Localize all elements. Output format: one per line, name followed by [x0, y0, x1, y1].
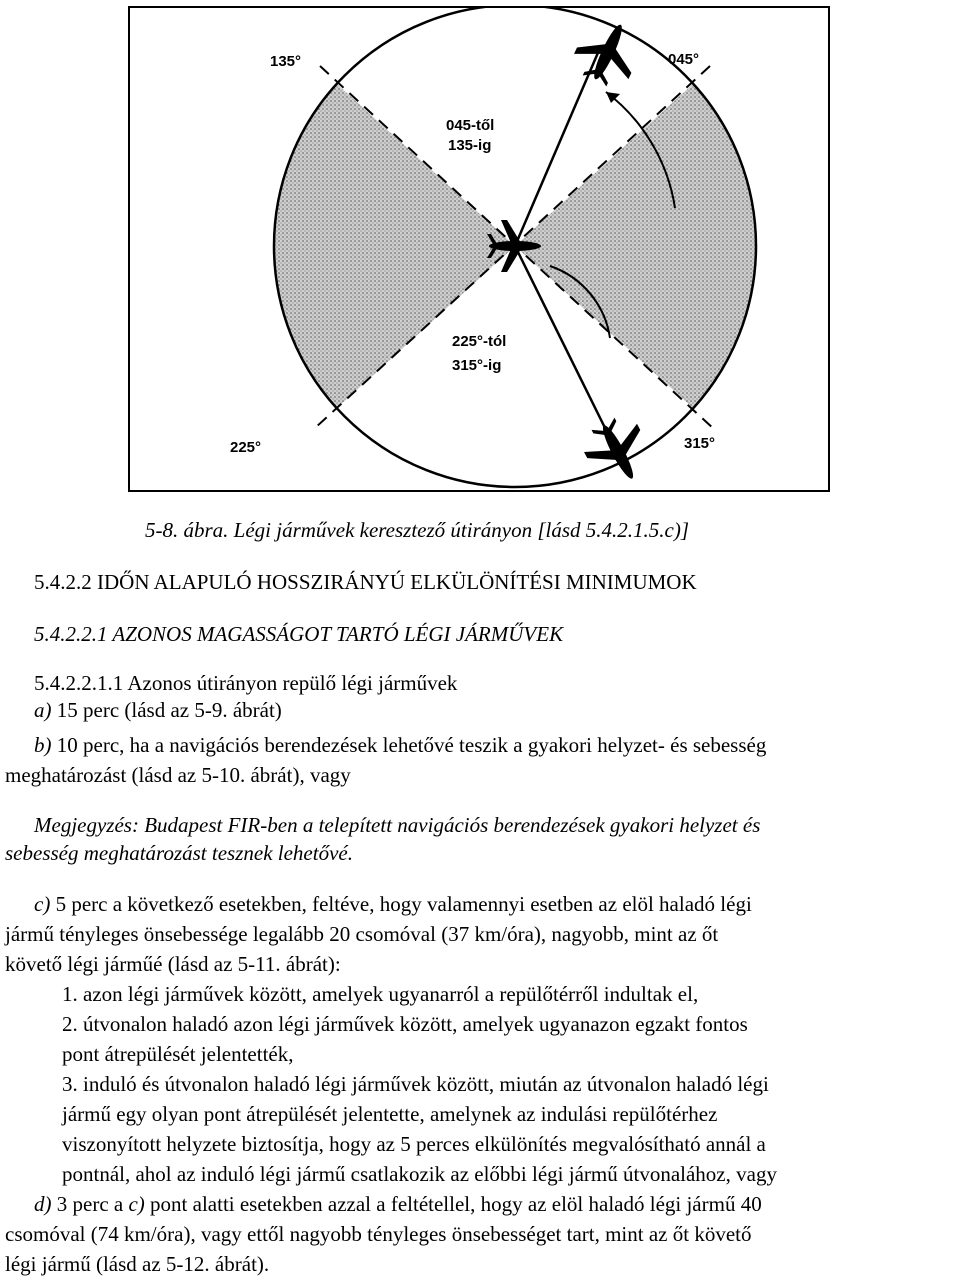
item-c-marker: c) [34, 892, 51, 916]
diagram-drawing [130, 8, 832, 494]
shaded-sector-right [515, 84, 756, 408]
item-a-text: 15 perc (lásd az 5-9. ábrát) [51, 698, 282, 722]
item-d-line-3: légi jármű (lásd az 5-12. ábrát). [5, 1252, 270, 1276]
item-c-text: 5 perc a következő esetekben, feltéve, hogy valamennyi esetben az elöl haladó légi [50, 892, 752, 916]
item-c-line-2: jármű tényleges önsebessége legalább 20 csomóval (37 km/óra), nagyobb, mint az őt [5, 922, 719, 946]
item-a-marker: a) [34, 698, 52, 722]
item-d-text-1: 3 perc a [51, 1192, 129, 1216]
item-d-marker: d) [34, 1192, 52, 1216]
label-to-315: 315°-ig [452, 357, 502, 374]
item-b-line-2: meghatározást (lásd az 5-10. ábrát), vagy [5, 763, 351, 787]
item-c3-line-1: 3. induló és útvonalon haladó légi járművek között, miután az útvonalon haladó légi [62, 1072, 769, 1096]
label-from-225: 225°-tól [452, 333, 507, 350]
item-b-marker: b) [34, 733, 52, 757]
item-c1: 1. azon légi járművek között, amelyek ugyanarról a repülőtérről indultak el, [62, 982, 699, 1006]
crossing-tracks-diagram [128, 6, 830, 492]
figure-caption: 5-8. ábra. Légi járművek keresztező útirányon [lásd 5.4.2.1.5.c)] [145, 518, 689, 542]
note-line-1: Megjegyzés: Budapest FIR-ben a telepített navigációs berendezések gyakori helyzet és [34, 813, 761, 837]
heading-5-4-2-2-1-1: 5.4.2.2.1.1 Azonos útirányon repülő légi járművek [34, 671, 458, 695]
item-d-ref-marker: c) [128, 1192, 145, 1216]
label-to-135: 135-ig [448, 137, 492, 154]
aircraft-icon-315 [576, 410, 658, 493]
label-from-045: 045-től [446, 117, 495, 134]
heading-5-4-2-2-1: 5.4.2.2.1 AZONOS MAGASSÁGOT TARTÓ LÉGI JÁRMŰVEK [34, 622, 564, 646]
item-d-text-2: pont alatti esetekben azzal a feltétellel, hogy az elöl haladó légi jármű 40 [144, 1192, 762, 1216]
item-a [34, 697, 282, 723]
item-c-line-3: követő légi járműé (lásd az 5-11. ábrát): [5, 952, 341, 976]
label-315: 315° [684, 435, 716, 452]
item-b-line-1 [34, 732, 766, 758]
item-c3-line-2: jármű egy olyan pont átrepülését jelentette, amelynek az indulási repülőtérhez [62, 1102, 718, 1126]
item-c-line-1 [34, 891, 752, 917]
aircraft-icon-center [487, 220, 541, 272]
item-c3-line-3: viszonyított helyzete biztosítja, hogy az 5 perces elkülönítés megvalósítható annál a [62, 1132, 766, 1156]
item-d-line-1 [34, 1191, 762, 1217]
label-045: 045° [668, 51, 700, 68]
label-135: 135° [270, 53, 302, 70]
item-c2-line-1: 2. útvonalon haladó azon légi járművek között, amelyek ugyanazon egzakt fontos [62, 1012, 748, 1036]
label-225: 225° [230, 439, 262, 456]
item-d-line-2: csomóval (74 km/óra), vagy ettől nagyobb tényleges önsebességet tart, mint az őt követő [5, 1222, 752, 1246]
note-line-2: sebesség meghatározást tesznek lehetővé. [5, 841, 353, 865]
item-c3-line-4: pontnál, ahol az induló légi jármű csatlakozik az előbbi légi jármű útvonalához, vagy [62, 1162, 777, 1186]
heading-5-4-2-2: 5.4.2.2 IDŐN ALAPULÓ HOSSZIRÁNYÚ ELKÜLÖNÍTÉSI MINIMUMOK [34, 570, 697, 594]
item-c2-line-2: pont átrepülését jelentették, [62, 1042, 294, 1066]
item-b-text: 10 perc, ha a navigációs berendezések lehetővé teszik a gyakori helyzet- és sebesség [51, 733, 767, 757]
